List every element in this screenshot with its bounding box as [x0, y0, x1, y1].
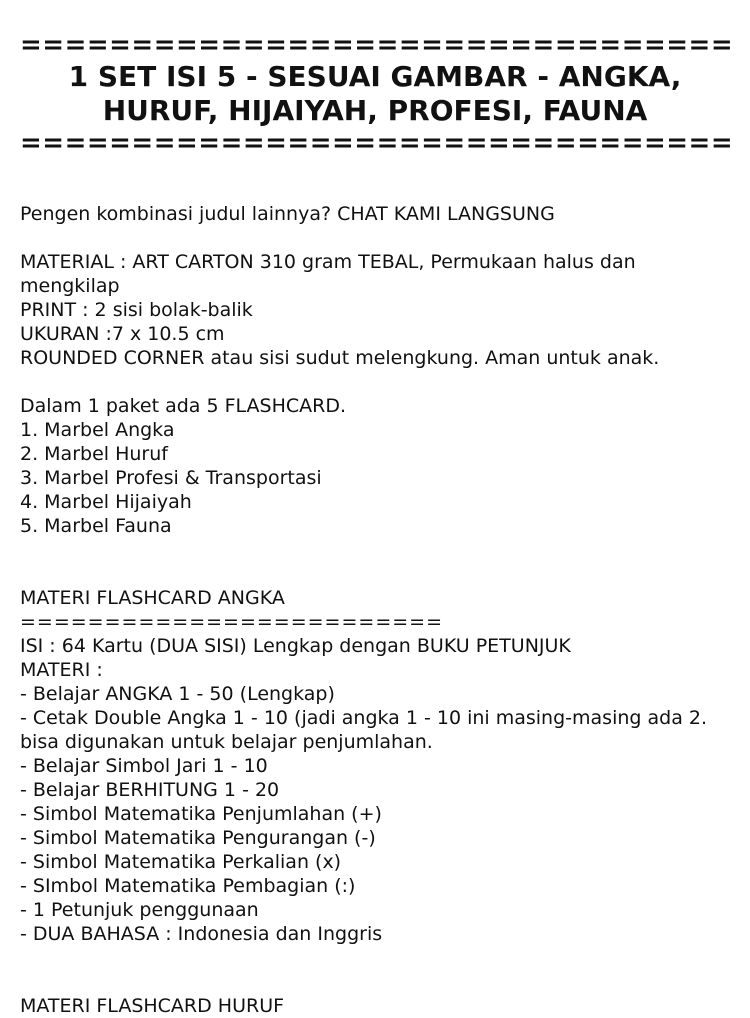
document-body: [20, 202, 740, 1018]
list-item: 1. Marbel Angka: [20, 419, 175, 441]
spacer: [20, 370, 740, 394]
list-item: - Belajar Simbol Jari 1 - 10: [20, 755, 268, 777]
section-rule: =========================: [20, 611, 443, 633]
list-item: 5. Marbel Fauna: [20, 515, 172, 537]
spec-print: PRINT : 2 sisi bolak-balik: [20, 299, 253, 321]
materi-label: MATERI :: [20, 659, 103, 681]
header-block: [0, 30, 750, 158]
list-item: - Simbol Matematika Penjumlahan (+): [20, 803, 382, 825]
spacer: [20, 946, 740, 994]
section-heading-huruf: MATERI FLASHCARD HURUF: [20, 995, 285, 1017]
spacer: [20, 226, 740, 250]
list-item: - DUA BAHASA : Indonesia dan Inggris: [20, 923, 383, 945]
bottom-rule: ================================: [20, 128, 734, 158]
list-item: 4. Marbel Hijaiyah: [20, 491, 192, 513]
spacer: [20, 538, 740, 586]
cta-text: Pengen kombinasi judul lainnya? CHAT KAMI LANGSUNG: [20, 203, 555, 225]
page-title: 1 SET ISI 5 - SESUAI GAMBAR - ANGKA, HURUF, HIJAIYAH, PROFESI, FAUNA: [68, 60, 682, 127]
list-item: - SImbol Matematika Pembagian (:): [20, 875, 356, 897]
top-rule: ================================: [20, 30, 734, 60]
list-item: - Cetak Double Angka 1 - 10 (jadi angka 1 - 10 ini masing-masing ada 2. bisa digunakan untuk belajar penjumlahan.: [20, 707, 714, 753]
section-heading-angka: MATERI FLASHCARD ANGKA: [20, 587, 285, 609]
spec-corner: ROUNDED CORNER atau sisi sudut melengkung. Aman untuk anak.: [20, 347, 660, 369]
list-item: - Belajar ANGKA 1 - 50 (Lengkap): [20, 683, 335, 705]
list-item: 2. Marbel Huruf: [20, 443, 168, 465]
package-heading: Dalam 1 paket ada 5 FLASHCARD.: [20, 395, 347, 417]
list-item: - Simbol Matematika Pengurangan (-): [20, 827, 376, 849]
list-item: - Simbol Matematika Perkalian (x): [20, 851, 342, 873]
list-item: - Belajar BERHITUNG 1 - 20: [20, 779, 280, 801]
list-item: - 1 Petunjuk penggunaan: [20, 899, 259, 921]
spec-size: UKURAN :7 x 10.5 cm: [20, 323, 225, 345]
list-item: 3. Marbel Profesi & Transportasi: [20, 467, 322, 489]
spec-material: MATERIAL : ART CARTON 310 gram TEBAL, Permukaan halus dan mengkilap: [20, 251, 642, 297]
angka-isi: ISI : 64 Kartu (DUA SISI) Lengkap dengan BUKU PETUNJUK: [20, 635, 571, 657]
